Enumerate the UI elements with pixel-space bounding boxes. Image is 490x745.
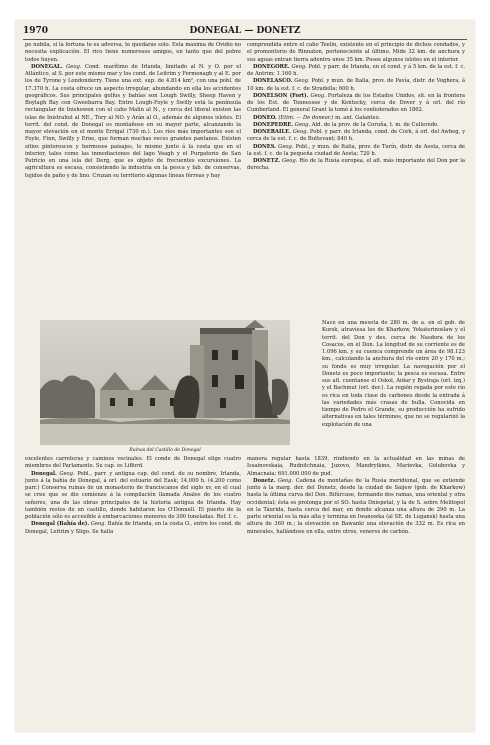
entry-headword: DONEO. bbox=[253, 114, 277, 121]
entry-paragraph bbox=[247, 122, 465, 129]
right-column-top-text bbox=[247, 42, 465, 320]
entry-headword: DONERAILE. bbox=[253, 129, 291, 135]
entry-abbreviation: Geog. bbox=[278, 143, 294, 150]
entry-text: Bahía de Irlanda, en la costa O., entre los cond. de Donegal, Leitrim y Sligo. Se halla bbox=[25, 521, 241, 535]
entry-text: Cadena de montañas de la Rusia meridional, que se extiende junto á la marg. der. del Donetz, desde la ciudad de Saijew (gob. de Kharkow) hasta la última curva del Don. Bifúrcase, formando dos ramas, una oriental y otra occidental; ésta se prolonga por el SO. hasta Dniepetal, y la de S. sobre Melitopol en la Táurida, hasta cerca del mar, en donde alcanza una altura de 290 m. La parte oriental es la más alta y termina en Iwanowka (al SE. de Lugansk) hasta una altura de 369 m.; la elevación en Bawanki una elevación de 332 m. Es rica en minerales, hallándose en ella, entre otros, veneros de carbón. bbox=[247, 477, 465, 535]
entry-paragraph bbox=[247, 115, 465, 122]
entry-text: m. ant. Galanteo. bbox=[335, 114, 381, 121]
entry-headword: Donetz. bbox=[253, 477, 276, 484]
entry-paragraph bbox=[25, 521, 241, 536]
entry-abbreviation: Geog. bbox=[292, 129, 309, 135]
page-title: DONEGAL — DONETZ bbox=[189, 26, 301, 36]
entry-headword: DONEPEDRE. bbox=[253, 121, 294, 128]
figure-caption: Ruinas del Castillo de Donegal bbox=[129, 448, 201, 453]
entry-headword: DONEGAL. bbox=[31, 63, 63, 70]
entry-headword: DONES. bbox=[253, 143, 277, 150]
encyclopedia-page bbox=[15, 20, 475, 732]
entry-abbreviation: Geog. bbox=[294, 121, 311, 128]
page-number: 1970 bbox=[23, 26, 49, 36]
entry-text: Fortaleza de los Estados Unidos, sit. en la frontera de los Est. de Tennessee y de Kentucky, cerca de Dover y á orl. del río Cumberland. El general Grant la tomó á los confederados en 1862. bbox=[247, 92, 465, 114]
entry-paragraph bbox=[247, 144, 465, 159]
entry-headword: DONETZ. bbox=[253, 158, 281, 164]
entry-abbreviation: Geog. bbox=[294, 78, 310, 85]
entry-paragraph bbox=[247, 478, 465, 536]
entry-text: pe nubila, si la fortuna te es adversa, te quedarás solo. Esta máxima de Ovidio no necesita explicación. El rico tiene numerosos amigos, en tanto que del pobre todos huyen. bbox=[25, 42, 241, 63]
entry-abbreviation: Geog. bbox=[90, 521, 107, 528]
entry-text: Cond. marítimo de Irlanda, limitado al N. y O. por el Atlántico, al S. por este mismo mar y los cond. de Leitrim y Fermenagh y al E. por los de Tyrone y Londonderry. Tiene una ext. sup. de 4.814 km², con una pobl. de 17.370 h. La costa ofrece un aspecto irregular, abundando en ella los accidentes geográficos. Sus principales golfos y bahías son Lough Swilly, Sheep Haven y Boylagh Bay con Gweebarra Bay. Entre Lough-Foyle y Swilly está la península rectangular de Inishowen con el cabo Malin al N., y cerca del litoral existen las islas de Inistrahul al NE., Tory al NO. y Arán al O., además de algunos islotes. El territ. del cond. de Donegal es montañoso en su mayor parte, alcanzando la mayor elevación en el monte Errigal (730 m.). Los ríos más importantes son el Foyle, Finn, Swilly y Erne, que forman muchas veces grandes pantanos. Existen sitios pintorescos y hermosos paisajes, lo mismo junto á la costa que en el interior, tales como las inmediaciones del lago Veagh y el Purgatorio de San Patricio en una isla del Derg, que es objeto de frecuentes excursiones. La agricultura es escasa, consistiendo la industria en la pesca y fab. de conservas, tejidos de paño y de lino. Cruzan su territorio algunas líneas férreas y hay bbox=[25, 63, 241, 179]
header-rule bbox=[23, 39, 467, 40]
castle-ruins-illustration bbox=[40, 320, 290, 445]
entry-paragraph bbox=[25, 456, 241, 471]
entry-abbreviation: Geog. bbox=[282, 158, 298, 164]
right-column-bottom-text bbox=[247, 456, 465, 722]
entry-abbreviation: Geog. bbox=[59, 470, 75, 477]
entry-abbreviation: Geog. bbox=[66, 63, 82, 70]
entry-text: Pobl. y parr. de Irlanda, cond. de Cork, á orl. del Awbeg, y cerca de la est. f. c. de Buttevant; 840 h. bbox=[247, 129, 465, 143]
entry-paragraph bbox=[25, 64, 241, 180]
entry-text: Pobl., y mun. de Italia, prov. de Turín, distr. de Aosta, cerca de la est. f. c. de la pequeña ciudad de Aosta; 720 h. bbox=[247, 143, 465, 157]
castle-ruins-engraving-icon bbox=[40, 320, 290, 445]
entry-headword: Donegal (Bahía de). bbox=[31, 521, 90, 528]
entry-headword: DONEGORE. bbox=[253, 63, 290, 70]
entry-text: excelentes carreteras y caminos vecinales. El conde de Donegal elige cuatro miembros del Parlamento. Su cap. es Lifford. bbox=[25, 456, 241, 470]
left-column-bottom-text bbox=[25, 456, 241, 722]
entry-abbreviation: (Etim. — De donear.) bbox=[278, 114, 334, 121]
entry-text: Pobl. y mun. de Italia, prov. de Pavía, distr. de Voghera, á 10 km. de la est. f. c. de Stradella; 600 h. bbox=[247, 78, 465, 92]
entry-paragraph bbox=[25, 42, 241, 64]
entry-paragraph bbox=[247, 129, 465, 144]
entry-headword: Donegal. bbox=[31, 470, 57, 477]
entry-text: Río de la Rusia europea, el afl. más importante del Don por la derecha. bbox=[247, 158, 465, 172]
entry-text: Pobl., parr. y antigua cap. del cond. de su nombre, Irlanda, junto á la bahía de Donegal, á orl. del estuario del Eask; 14,000 h. (4.200 como parr.) Conserva ruinas de un monasterio de franciscanos del siglo xv, en el cual se cree que se dio comienzo á la compilación llamada Anales de los cuatro señores, una de las obras principales de la historia antigua de Irlanda. Hay también restos de un castillo, donde habitaron los O'Donnell. El puerto de la población sólo es accesible á embarcaciones menores de 300 toneladas. Ref. f. c. bbox=[25, 470, 241, 520]
entry-headword: DONELASCO. bbox=[253, 78, 293, 85]
entry-abbreviation: Geog. bbox=[277, 477, 294, 484]
entry-text: Ald. de la prov. de la Coruña, t. m. de Culleredo. bbox=[311, 121, 439, 128]
entry-paragraph bbox=[25, 471, 241, 522]
donetz-entry-continued: Nace en una meseta de 280 m. de a. en el gob. de Kursk, atraviesa los de Kharkow, Yekaterinoslaw y el territ. del Don y des. cerca de Nasdora de los Cosacos, en el Don. La longitud de su corriente es de 1.096 km. y su cuenca comprende un área de 98.123 km., calculando la anchura del río entre 20 y 170 m.; su fondo es muy irregular. La navegación por el Donetz es poco importante; la pesca es escasa. Entre sus afl. cuentanse el Oskol, Aidar y Bystraja (orl. izq.) y el Bachmut (orl. der.). La región regada por este río es rica en toda clase de carbones desde la entrada á las variedades más crasas de hulla. Conocida en tiempo de Pedro el Grande, su producción ha sufrido alternativas en tales términos, que no se regularizó la explotación de una bbox=[322, 320, 465, 428]
entry-paragraph bbox=[247, 42, 465, 64]
entry-paragraph bbox=[247, 158, 465, 173]
entry-headword: DONELSON (Fort). bbox=[253, 92, 309, 99]
entry-paragraph bbox=[247, 64, 465, 79]
entry-paragraph bbox=[247, 93, 465, 115]
entry-text: Pobl. y parr. de Irlanda, en el cond. y á 5 km. de la est. f. c. de Antrim; 1.160 h. bbox=[247, 63, 465, 77]
right-column-wrap-text bbox=[322, 320, 465, 455]
entry-paragraph bbox=[247, 78, 465, 93]
entry-paragraph bbox=[247, 456, 465, 478]
entry-abbreviation: Geog. bbox=[291, 63, 307, 70]
page-header bbox=[23, 26, 467, 40]
entry-abbreviation: Geog. bbox=[310, 92, 326, 99]
entry-text: manera regular hasta 1839, rindiendo en la actualidad en las minas de Issainovskaia, Rudnitchnaia, Juzovo, Mandryikino, Marievka, Golubovka y Almacnaia; 691.000.000 de pud. bbox=[247, 456, 465, 477]
left-column-top-text bbox=[25, 42, 241, 318]
entry-text: comprendida entre el cabo Teelin, existente en el principio de dichos condados, y el promontorio de Rinnaton, perteneciente al último. Mide 32 km. de anchura y sus aguas entran tierra adentro unos 35 km. Posee algunos islotes en el interior. bbox=[247, 42, 465, 63]
